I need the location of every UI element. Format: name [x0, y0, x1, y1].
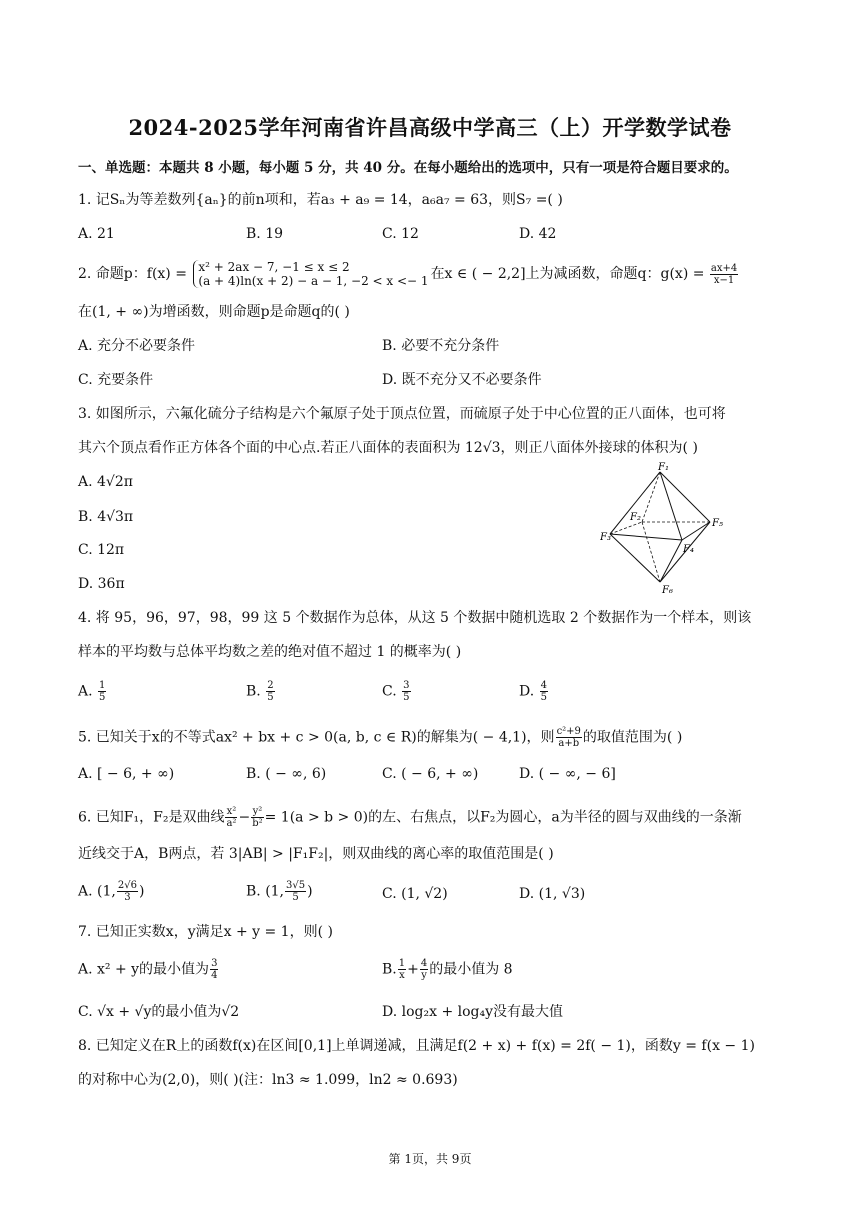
question-5-stem-a: 5. 已知关于x的不等式ax² + bx + c > 0(a, b, c ∈ R)的解集为( − 4,1)，则 [78, 729, 555, 746]
fraction-numerator: y² [252, 806, 263, 817]
fraction-denominator: 5 [292, 892, 299, 903]
fraction-numerator: x² [226, 806, 237, 817]
question-3-option-d: D. 36π [78, 576, 125, 592]
fraction-denominator: 3 [124, 892, 131, 903]
question-4-option-b [246, 680, 276, 703]
fraction-numerator: 1 [398, 958, 406, 969]
label-f6: F₆ [662, 585, 673, 596]
option-fraction [98, 680, 106, 703]
label-f4: F₄ [683, 544, 694, 555]
option-suffix: ) [138, 883, 145, 900]
question-2-option-c: C. 充要条件 [78, 372, 154, 388]
plus-sign: + [407, 961, 419, 978]
question-5-stem [78, 726, 682, 749]
question-1-option-b: B. 19 [246, 226, 284, 242]
y-fraction [251, 806, 263, 829]
fraction-numerator: c²+9 [556, 726, 581, 737]
piece-2: (a + 4)ln(x + 2) − a − 1, −2 < x <− 1 [198, 274, 429, 288]
option-fraction [402, 680, 410, 703]
option-fraction [285, 880, 306, 903]
option-fraction [117, 880, 138, 903]
fraction-denominator: 5 [403, 692, 410, 703]
fraction-numerator: 4 [420, 958, 428, 969]
question-3-option-c: C. 12π [78, 542, 125, 558]
g-numerator: ax+4 [710, 262, 738, 274]
fraction-denominator: b² [252, 818, 263, 829]
question-3-stem-line-2: 其六个顶点看作正方体各个面的中心点.若正八面体的表面积为 12√3，则正八面体外接球的体积为( ) [78, 440, 698, 456]
label-f5: F₅ [712, 518, 723, 529]
question-6-option-c: C. (1, √2) [382, 886, 448, 902]
option-label: D. [519, 683, 539, 700]
page-title: 2024-2025学年河南省许昌高级中学高三（上）开学数学试卷 [128, 115, 732, 140]
octahedron-figure [600, 462, 730, 596]
question-7-stem: 7. 已知正实数x，y满足x + y = 1，则( ) [78, 924, 333, 940]
question-2-stem-b: 在x ∈ ( − 2,2]上为减函数，命题q：g(x) = [430, 266, 705, 282]
question-7-option-d: D. log₂x + log₄y没有最大值 [382, 1004, 564, 1020]
fraction-denominator: 4 [211, 970, 218, 981]
question-4-option-a [78, 680, 107, 703]
g-fraction [710, 263, 738, 286]
fraction-denominator: y [421, 970, 427, 981]
question-4-option-d [519, 680, 549, 703]
option-fraction-2 [420, 958, 428, 981]
question-1-option-c: C. 12 [382, 226, 419, 242]
fraction-numerator: 3 [403, 680, 410, 691]
question-6-stem-b: = 1(a > b > 0)的左、右焦点，以F₂为圆心，a为半径的圆与双曲线的一条渐 [264, 809, 742, 826]
question-6-stem-line-1: 6. 已知F₁，F₂是双曲线 $\frac{\text{x²}}{\text{a²}}$ − $\frac{\text{y²}}{\text{b²}}$ = 1(a > b > 0)的左、右焦点，以F₂为圆心，a为半径的圆与双曲线的一条渐 [78, 806, 742, 829]
option-fraction-1 [398, 958, 406, 981]
label-f2: F₂ [630, 512, 641, 523]
question-2-stem [78, 256, 739, 292]
question-5-option-c: C. ( − 6, + ∞) [382, 766, 479, 782]
label-f3: F₃ [600, 532, 611, 543]
question-6-option-b [246, 880, 313, 903]
option-label: C. [382, 683, 402, 700]
question-2-option-d: D. 既不充分又不必要条件 [382, 372, 542, 388]
question-2-stem-a: 2. 命题p：f(x) = [78, 266, 187, 282]
question-3-option-b: B. 4√3π [78, 509, 134, 525]
fraction-numerator: 1 [99, 680, 106, 691]
question-5-option-d: D. ( − ∞, − 6] [519, 766, 616, 782]
option-prefix: A. x² + y的最小值为 [78, 961, 210, 978]
question-6-stem-a: 6. 已知F₁，F₂是双曲线 [78, 809, 225, 826]
fraction-denominator: x [399, 970, 405, 981]
question-7-option-a [78, 958, 219, 981]
g-denominator: x−1 [713, 274, 735, 286]
question-6-stem-line-2: 近线交于A，B两点，若 3|AB| > |F₁F₂|，则双曲线的离心率的取值范围是( ) [78, 846, 554, 862]
question-6-option-d: D. (1, √3) [519, 886, 586, 902]
piecewise-function [193, 260, 428, 288]
x-fraction [225, 806, 237, 829]
option-fraction [540, 680, 548, 703]
fraction-numerator: 2√6 [117, 880, 137, 891]
question-2-stem-c: 在(1, + ∞)为增函数，则命题p是命题q的( ) [78, 304, 350, 320]
label-f1: F₁ [658, 462, 669, 473]
question-2-option-a: A. 充分不必要条件 [78, 338, 196, 354]
question-8-stem-line-1: 8. 已知定义在R上的函数f(x)在区间[0,1]上单调递减，且满足f(2 + x) + f(x) = 2f( − 1)，函数y = f(x − 1) [78, 1038, 755, 1054]
fraction-denominator: a+b [558, 738, 580, 749]
fraction-numerator: 4 [540, 680, 548, 691]
fraction-numerator: 2 [267, 680, 274, 691]
option-fraction [210, 958, 218, 981]
question-4-stem-line-1: 4. 将 95，96，97，98，99 这 5 个数据作为总体，从这 5 个数据中随机选取 2 个数据作为一个样本，则该 [78, 610, 752, 626]
question-4-option-c [382, 680, 412, 703]
question-7-option-c: C. √x + √y的最小值为√2 [78, 1004, 240, 1020]
fraction-denominator: 5 [267, 692, 274, 703]
fraction-numerator: 3√5 [286, 880, 306, 891]
question-6-option-a [78, 880, 144, 903]
question-2-option-b: B. 必要不充分条件 [382, 338, 500, 354]
question-1-option-a: A. 21 [78, 226, 115, 242]
option-prefix: A. (1, [78, 883, 116, 900]
question-1-stem: 1. 记Sₙ为等差数列{aₙ}的前n项和，若a₃ + a₉ = 14，a₆a₇ = 63，则S₇ =( ) [78, 192, 563, 208]
question-8-stem-line-2: 的对称中心为(2,0)，则( )(注：ln3 ≈ 1.099，ln2 ≈ 0.693) [78, 1072, 458, 1088]
fraction-denominator: 5 [540, 692, 548, 703]
question-7-option-b [382, 958, 513, 981]
option-label: A. [78, 683, 98, 700]
fraction-numerator: 3 [211, 958, 218, 969]
piece-1: x² + 2ax − 7, −1 ≤ x ≤ 2 [198, 260, 350, 274]
option-prefix: B. [382, 961, 397, 978]
fraction-denominator: a² [226, 818, 237, 829]
question-1-option-d: D. 42 [519, 226, 557, 242]
q5-fraction [556, 726, 582, 749]
question-5-option-a: A. [ − 6, + ∞) [78, 766, 175, 782]
option-label: B. [246, 683, 266, 700]
option-fraction [266, 680, 274, 703]
option-suffix: ) [307, 883, 313, 900]
question-5-option-b: B. ( − ∞, 6) [246, 766, 327, 782]
section-heading: 一、单选题：本题共 8 小题，每小题 5 分，共 40 分。在每小题给出的选项中，只有一项是符合题目要求的。 [78, 160, 738, 176]
question-5-stem-b: 的取值范围为( ) [582, 729, 683, 746]
question-3-stem-line-1: 3. 如图所示，六氟化硫分子结构是六个氟原子处于顶点位置，而硫原子处于中心位置的正八面体，也可将 [78, 406, 726, 422]
option-suffix: 的最小值为 8 [429, 961, 513, 978]
question-3-option-a: A. 4√2π [78, 474, 133, 490]
question-4-stem-line-2: 样本的平均数与总体平均数之差的绝对值不超过 1 的概率为( ) [78, 644, 462, 660]
option-prefix: B. (1, [246, 883, 285, 900]
fraction-denominator: 5 [99, 692, 106, 703]
page-footer: 第 1页，共 9页 [388, 1152, 472, 1166]
